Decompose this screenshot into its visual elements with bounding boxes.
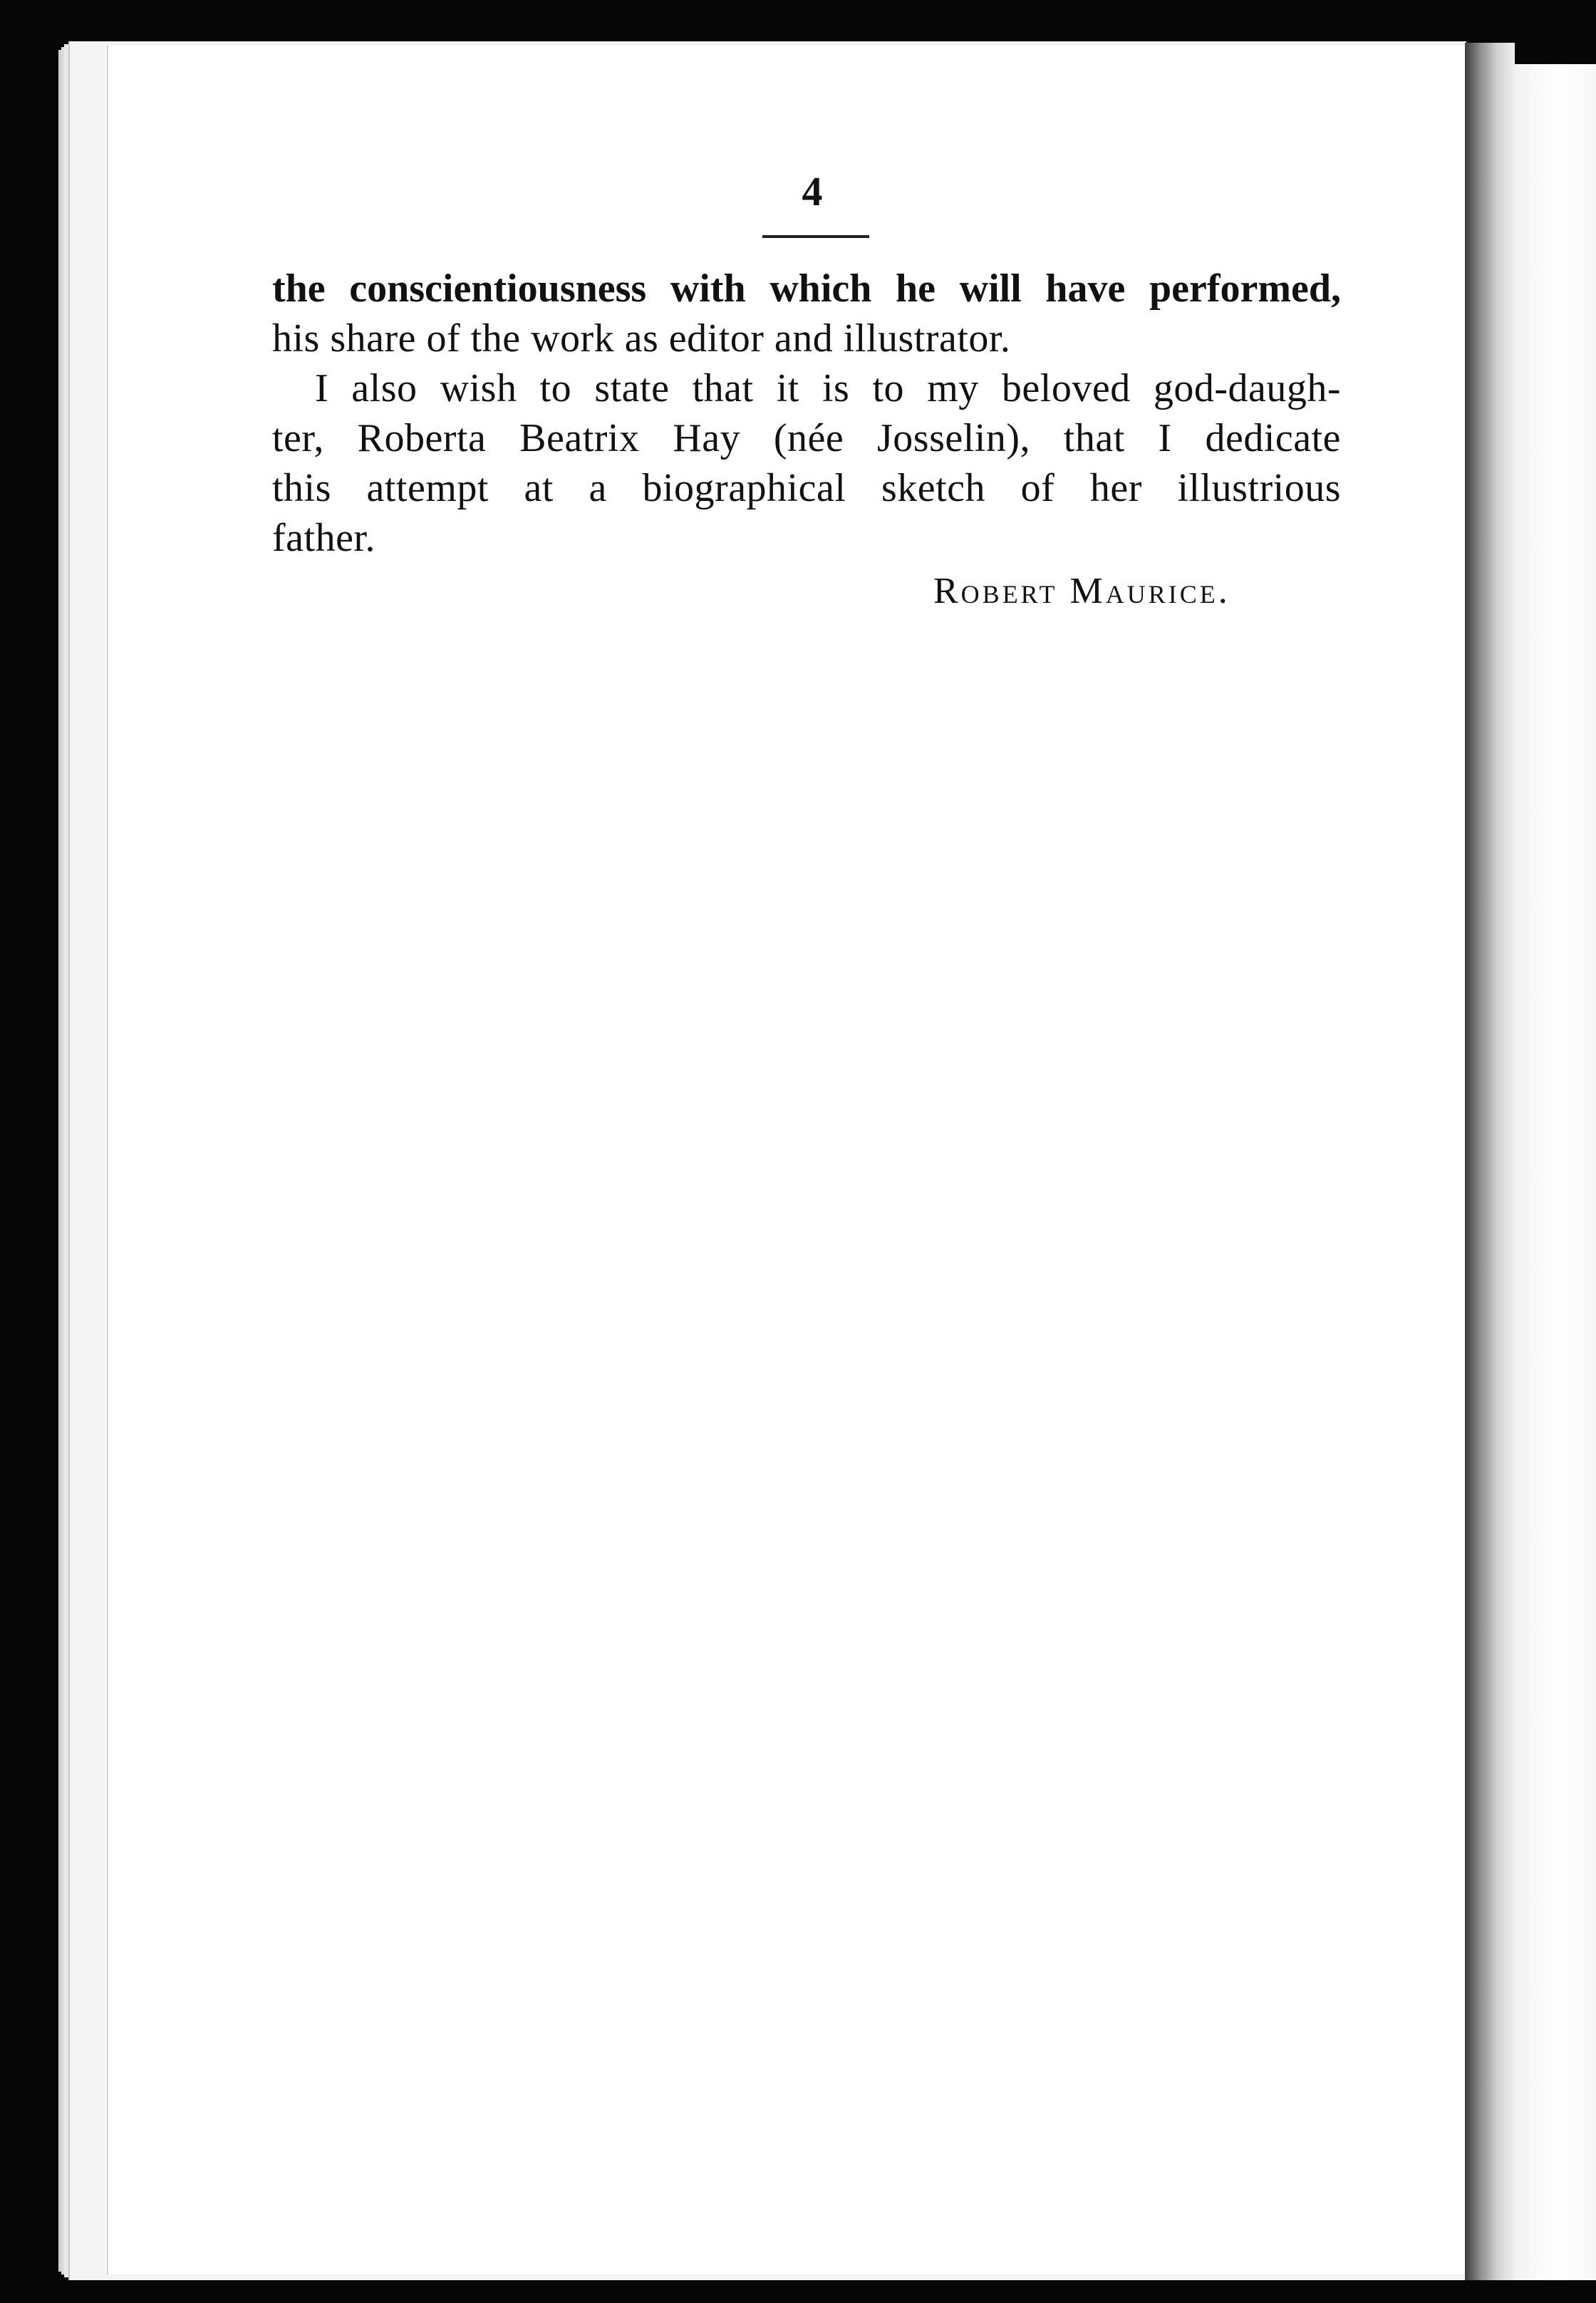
book-gutter xyxy=(1465,43,1515,2280)
text-line: his share of the work as editor and illustrator. xyxy=(272,316,1011,361)
text-line: father. xyxy=(272,516,375,560)
page-number: 4 xyxy=(802,168,823,214)
text-line: ter, Roberta Beatrix Hay (née Josselin), that I dedicate xyxy=(272,416,1341,460)
text-line: I also wish to state that it is to my beloved god-daugh- xyxy=(315,366,1341,410)
author-signature: Robert Maurice. xyxy=(933,571,1230,611)
facing-page-edge xyxy=(1515,64,1596,2280)
text-line: the conscientiousness with which he will have performed, xyxy=(272,266,1341,311)
header-rule xyxy=(762,235,869,238)
body-text xyxy=(272,264,1341,563)
text-line: this attempt at a biographical sketch of her illustrious xyxy=(272,466,1341,510)
